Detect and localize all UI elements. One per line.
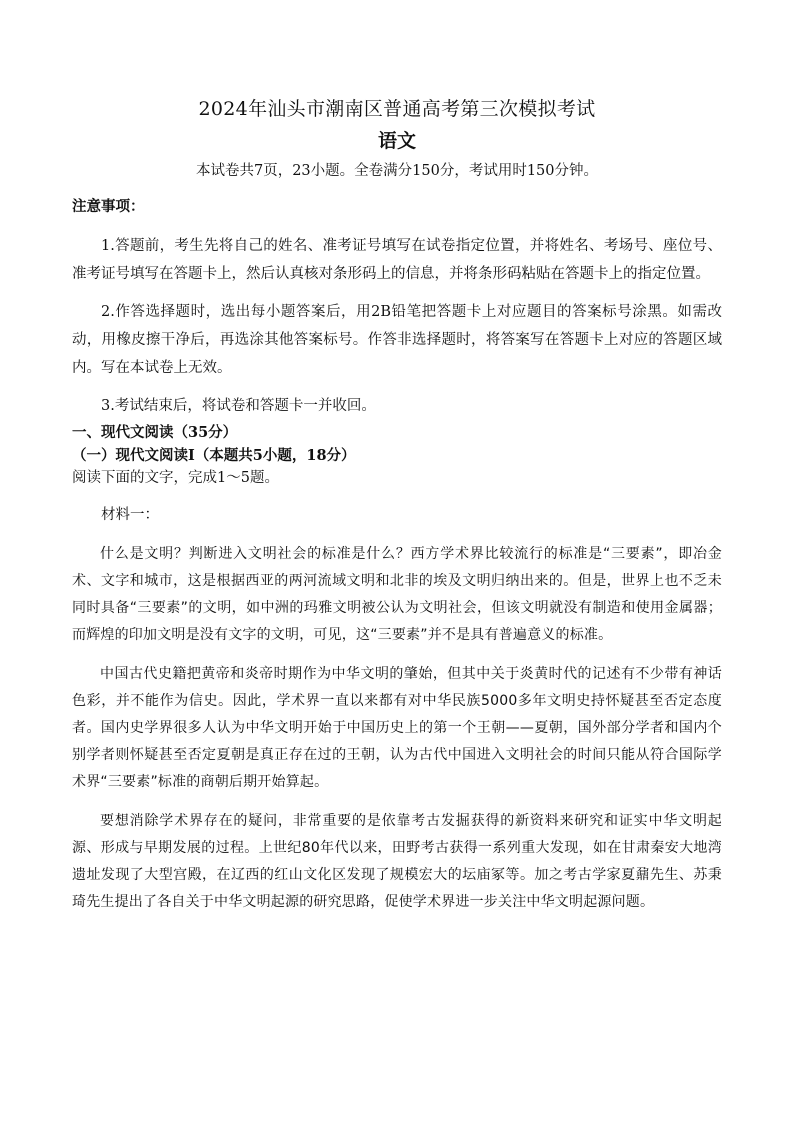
exam-page — [72, 96, 722, 916]
notice-item-1: 1.答题前，考生先将自己的姓名、准考证号填写在试卷指定位置，并将姓名、考场号、座位号、准考证号填写在答题卡上，然后认真核对条形码上的信息，并将条形码粘贴在答题卡上的指定位置。 — [72, 238, 722, 282]
notice-item-2: 2.作答选择题时，选出每小题答案后，用2B铅笔把答题卡上对应题目的答案标号涂黑。如需改动，用橡皮擦干净后，再选涂其他答案标号。作答非选择题时，将答案写在答题卡上对应的答题区域内。写在本试卷上无效。 — [72, 304, 722, 376]
subject-title: 语文 — [377, 130, 416, 152]
reading-paragraph-3: 要想消除学术界存在的疑问，非常重要的是依靠考古发掘获得的新资料来研究和证实中华文明起源、形成与早期发展的过程。上世纪80年代以来，田野考古获得一系列重大发现，如在甘肃秦安大地湾遗址发现了大型宫殿，在辽西的红山文化区发现了规模宏大的坛庙冢等。加之考古学家夏鼐先生、苏秉琦先生提出了各自关于中华文明起源的研究思路，促使学术界进一步关注中华文明起源问题。 — [72, 813, 722, 910]
notice-heading: 注意事项： — [72, 198, 145, 215]
reading-paragraph-1: 什么是文明？判断进入文明社会的标准是什么？西方学术界比较流行的标准是“三要素”，即冶金术、文字和城市，这是根据西亚的两河流域文明和北非的埃及文明归纳出来的。但是，世界上也不乏未同时具备“三要素”的文明，如中洲的玛雅文明被公认为文明社会，但该文明就没有制造和使用金属器；而辉煌的印加文明是没有文字的文明，可见，这“三要素”并不是具有普遍意义的标准。 — [72, 546, 722, 643]
reading-paragraph-2: 中国古代史籍把黄帝和炎帝时期作为中华文明的肇始，但其中关于炎黄时代的记述有不少带有神话色彩，并不能作为信史。因此，学术界一直以来都有对中华民族5000多年文明史持怀疑甚至否定态度者。国内史学界很多人认为中华文明开始于中国历史上的第一个王朝——夏朝，国外部分学者和国内个别学者则怀疑甚至否定夏朝是真正存在过的王朝，认为古代中国进入文明社会的时间只能从符合国际学术界“三要素”标准的商朝后期开始算起。 — [72, 666, 722, 790]
material-label: 材料一： — [101, 507, 159, 523]
reading-instruction: 阅读下面的文字，完成1～5题。 — [72, 470, 279, 486]
exam-info: 本试卷共7页，23小题。全卷满分150分，考试用时150分钟。 — [195, 163, 599, 179]
notice-item-3: 3.考试结束后，将试卷和答题卡一并收回。 — [101, 398, 376, 414]
section-heading: 一、现代文阅读（35分） — [72, 424, 238, 441]
exam-title: 2024年汕头市潮南区普通高考第三次模拟考试 — [198, 98, 596, 120]
sub-section-heading: （一）现代文阅读Ⅰ（本题共5小题，18分） — [72, 447, 356, 464]
